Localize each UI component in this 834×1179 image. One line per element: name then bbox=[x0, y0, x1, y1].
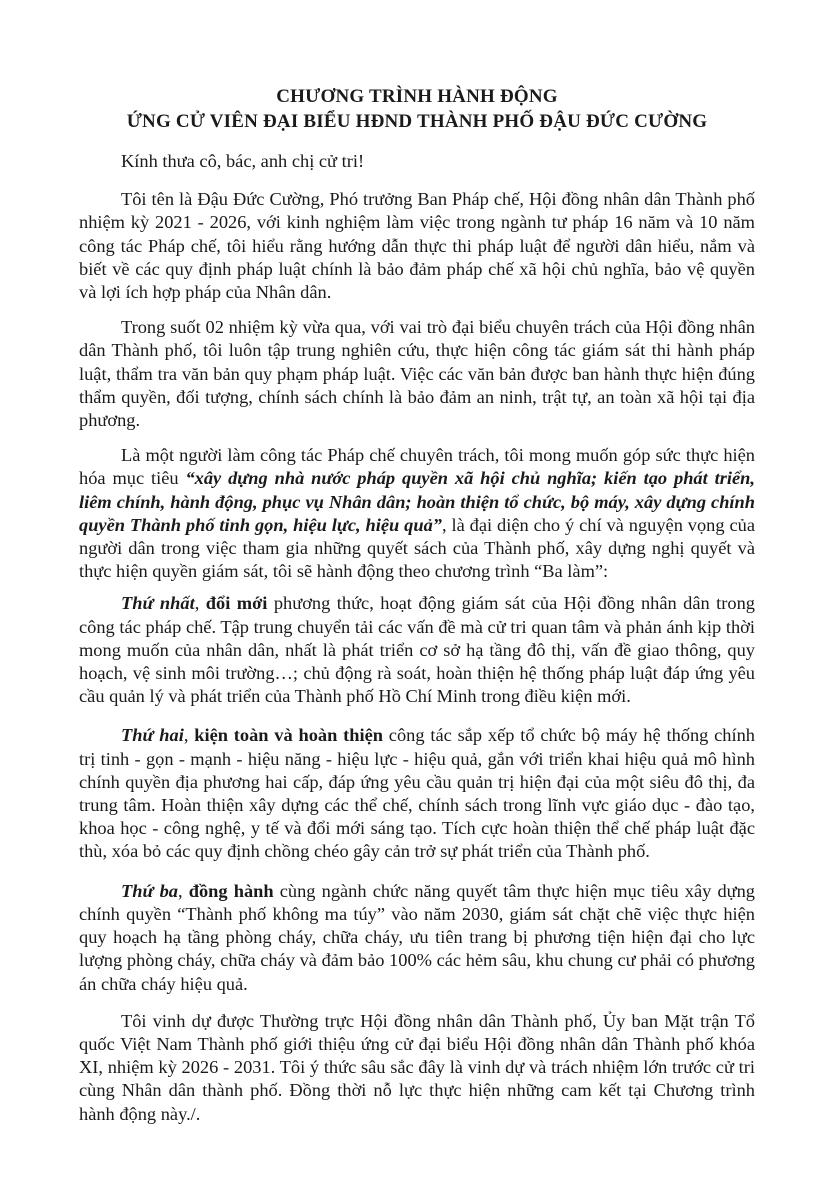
first-keyword: đổi mới bbox=[205, 593, 268, 614]
goal-continuation: , là đại diện cho ý chí và nguyện vọng của người dân trong việc tham gia những quyết sách của Thành phố, xây dựng nghị quyết và thực hiện quyền giám sát, tôi sẽ hành động theo chương trình “Ba làm”: bbox=[79, 514, 755, 582]
third-separator: , bbox=[178, 880, 189, 901]
second-label: Thứ hai bbox=[121, 725, 184, 746]
third-label: Thứ ba bbox=[121, 880, 179, 901]
paragraph-second-action bbox=[79, 724, 755, 863]
paragraph-introduction: Tôi tên là Đậu Đức Cường, Phó trưởng Ban Pháp chế, Hội đồng nhân dân Thành phố nhiệm kỳ 2021 - 2026, với kinh nghiệm làm việc trong ngành tư pháp 16 năm và 10 năm công tác Pháp chế, tôi hiểu rằng hướng dẫn thực thi pháp luật để người dân hiểu, nắm và biết về các quy định pháp luật chính là bảo đảm pháp chế xã hội chủ nghĩa, bảo vệ quyền và lợi ích hợp pháp của Nhân dân. bbox=[79, 189, 755, 303]
first-text: phương thức, hoạt động giám sát của Hội đồng nhân dân trong công tác pháp chế. Tập trung chuyển tải các vấn đề mà cử tri quan tâm và phản ánh kịp thời mong muốn của nhân dân, nhất là phát triển cơ sở hạ tầng đô thị, vấn đề giao thông, quy hoạch, vệ sinh môi trường…; chủ động rà soát, hoàn thiện hệ thống pháp luật đáp ứng yêu cầu quản lý và phát triển của Thành phố Hồ Chí Minh trong điều kiện mới. bbox=[79, 593, 755, 707]
first-label: Thứ nhất bbox=[121, 593, 195, 614]
document-body bbox=[79, 150, 755, 1138]
third-keyword: đồng hành bbox=[188, 880, 274, 901]
goal-text: Là một người làm công tác Pháp chế chuyên trách, tôi mong muốn góp sức thực hiện hóa mục tiêu bbox=[79, 445, 755, 489]
second-text: công tác sắp xếp tổ chức bộ máy hệ thống chính trị tinh - gọn - mạnh - hiệu năng - hiệu lực - hiệu quả, gắn với triển khai hiệu quả mô hình chính quyền địa phương hai cấp, đáp ứng yêu cầu quản trị hiện đại của một siêu đô thị, đa trung tâm. Hoàn thiện xây dựng các thể chế, chính sách trong lĩnh vực giáo dục - đào tạo, khoa học - công nghệ, y tế và đổi mới sáng tạo. Tích cực hoàn thiện thể chế pháp luật đặc thù, xóa bỏ các quy định chồng chéo gây cản trở sự phát triển của Thành phố. bbox=[79, 725, 756, 862]
paragraph-goal bbox=[79, 444, 755, 583]
goal-quote: “xây dựng nhà nước pháp quyền xã hội chủ nghĩa; kiến tạo phát triển, liêm chính, hành động, phục vụ Nhân dân; hoàn thiện tổ chức, bộ máy, xây dựng chính quyền Thành phố tinh gọn, hiệu lực, hiệu quả” bbox=[79, 468, 755, 535]
second-keyword: kiện toàn và hoàn thiện bbox=[194, 725, 383, 746]
second-separator: , bbox=[183, 725, 195, 746]
document-subtitle: ỨNG CỬ VIÊN ĐẠI BIỂU HĐND THÀNH PHỐ ĐẬU ĐỨC CƯỜNG bbox=[126, 111, 708, 132]
first-separator: , bbox=[194, 593, 206, 614]
document-title: CHƯƠNG TRÌNH HÀNH ĐỘNG bbox=[276, 86, 558, 107]
paragraph-experience: Trong suốt 02 nhiệm kỳ vừa qua, với vai trò đại biểu chuyên trách của Hội đồng nhân dân Thành phố, tôi luôn tập trung nghiên cứu, thực hiện công tác giám sát thi hành pháp luật, thẩm tra văn bản quy phạm pháp luật. Việc các văn bản được ban hành thực hiện đúng thẩm quyền, đối tượng, chính sách chính là bảo đảm an ninh, trật tự, an toàn xã hội tại địa phương. bbox=[79, 317, 755, 431]
third-text: cùng ngành chức năng quyết tâm thực hiện mục tiêu xây dựng chính quyền “Thành phố không ma túy” vào năm 2030, giám sát chặt chẽ việc thực hiện quy hoạch hạ tầng phòng cháy, chữa cháy, ưu tiên trang bị phương tiện hiện đại cho lực lượng phòng cháy, chữa cháy và đảm bảo 100% các hẻm sâu, khu chung cư phải có phương án chữa cháy hiệu quả. bbox=[79, 880, 756, 994]
paragraph-first-action bbox=[79, 592, 755, 708]
greeting: Kính thưa cô, bác, anh chị cử tri! bbox=[121, 151, 365, 171]
paragraph-closing: Tôi vinh dự được Thường trực Hội đồng nhân dân Thành phố, Ủy ban Mặt trận Tổ quốc Việt Nam Thành phố giới thiệu ứng cử đại biểu Hội đồng nhân dân Thành phố khóa XI, nhiệm kỳ 2026 - 2031. Tôi ý thức sâu sắc đây là vinh dự và trách nhiệm lớn trước cử tri cùng Nhân dân thành phố. Đồng thời nỗ lực thực hiện những cam kết tại Chương trình hành động này./. bbox=[79, 1010, 755, 1124]
paragraph-third-action bbox=[79, 880, 755, 996]
